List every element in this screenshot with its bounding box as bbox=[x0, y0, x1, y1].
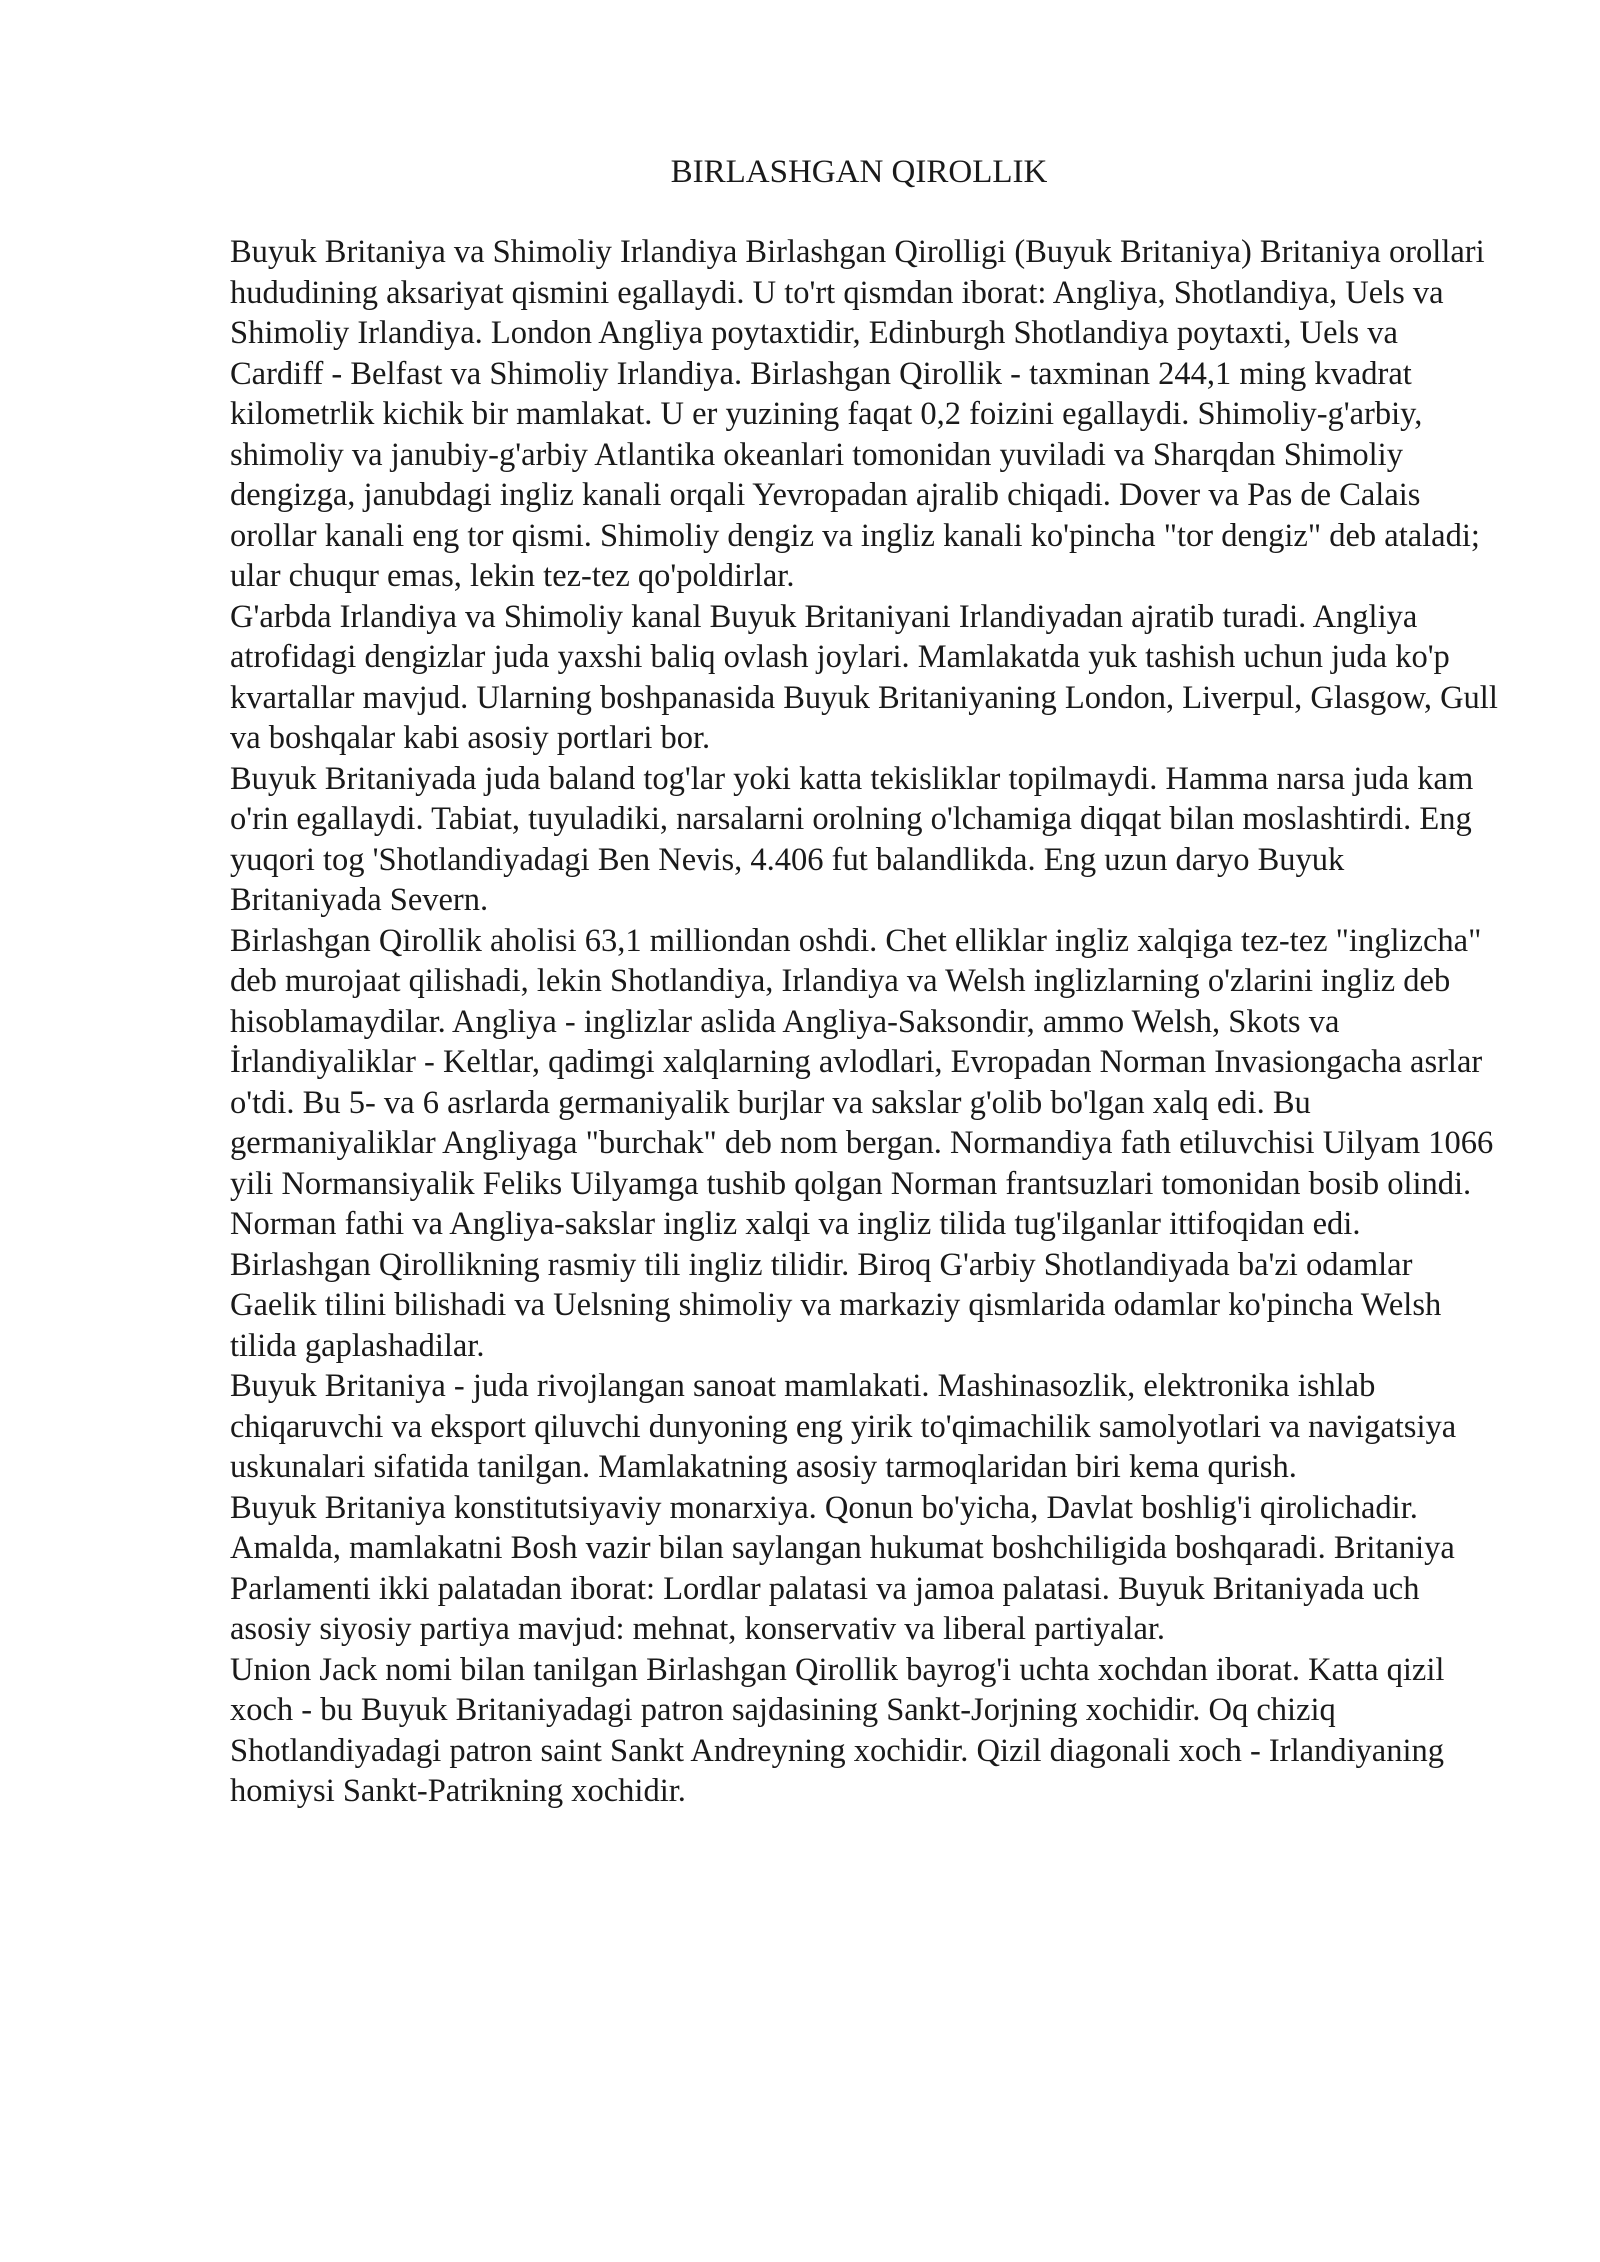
paragraph-government: Buyuk Britaniya konstitutsiyaviy monarxiya. Qonun bo'yicha, Davlat boshlig'i qirolichadir. Amalda, mamlakatni Bosh vazir bilan saylangan hukumat boshchiligida boshqaradi. Britaniya Parlamenti ikki palatadan iborat: Lordlar palatasi va jamoa palatasi. Buyuk Britaniyada uch asosiy siyosiy partiya mavjud: mehnat, konservativ va liberal partiyalar. bbox=[230, 1489, 1455, 1647]
paragraph-geography: Buyuk Britaniyada juda baland tog'lar yoki katta tekisliklar topilmaydi. Hamma narsa juda kam o'rin egallaydi. Tabiat, tuyuladiki, narsalarni orolning o'lchamiga diqqat bilan moslashtirdi. Eng yuqori tog 'Shotlandiyadagi Ben Nevis, 4.406 fut balandlikda. Eng uzun daryo Buyuk Britaniyada Severn. bbox=[230, 760, 1474, 918]
paragraph-ports: G'arbda Irlandiya va Shimoliy kanal Buyuk Britaniyani Irlandiyadan ajratib turadi. Angliya atrofidagi dengizlar juda yaxshi baliq ovlash joylari. Mamlakatda yuk tashish uchun juda ko'p kvartallar mavjud. Ularning boshpanasida Buyuk Britaniyaning London, Liverpul, Glasgow, Gull va boshqalar kabi asosiy portlari bor. bbox=[230, 598, 1498, 756]
paragraph-industry: Buyuk Britaniya - juda rivojlangan sanoat mamlakati. Mashinasozlik, elektronika ishlab chiqaruvchi va eksport qiluvchi dunyoning eng yirik to'qimachilik samolyotlari va navigatsiya uskunalari sifatida tanilgan. Mamlakatning asosiy tarmoqlaridan biri kema qurish. bbox=[230, 1368, 1457, 1485]
document-title: BIRLASHGAN QIROLLIK bbox=[670, 154, 1048, 190]
paragraph-overview: Buyuk Britaniya va Shimoliy Irlandiya Birlashgan Qirolligi (Buyuk Britaniya) Britaniya orollari hududining aksariyat qismini egallaydi. U to'rt qismdan iborat: Angliya, Shotlandiya, Uels va Shimoliy Irlandiya. London Angliya poytaxtidir, Edinburgh Shotlandiya poytaxti, Uels va Cardiff - Belfast va Shimoliy Irlandiya. Birlashgan Qirollik - taxminan 244,1 ming kvadrat kilometrlik kichik bir mamlakat. U er yuzining faqat 0,2 foizini egallaydi. Shimoliy-g'arbiy, shimoliy va janubiy-g'arbiy Atlantika okeanlari tomonidan yuviladi va Sharqdan Shimoliy dengizga, janubdagi ingliz kanali orqali Yevropadan ajralib chiqadi. Dover va Pas de Calais orollar kanali eng tor qismi. Shimoliy dengiz va ingliz kanali ko'pincha "tor dengiz" deb ataladi; ular chuqur emas, lekin tez-tez qo'poldirlar. bbox=[230, 234, 1485, 594]
paragraph-population: Birlashgan Qirollik aholisi 63,1 milliondan oshdi. Chet elliklar ingliz xalqiga tez-tez "inglizcha" deb murojaat qilishadi, lekin Shotlandiya, Irlandiya va Welsh inglizlarning o'zlarini ingliz deb hisoblamaydilar. Angliya - inglizlar aslida Angliya-Saksondir, ammo Welsh, Skots va İrlandiyaliklar - Keltlar, qadimgi xalqlarning avlodlari, Evropadan Norman Invasiongacha asrlar o'tdi. Bu 5- va 6 asrlarda germaniyalik burjlar va sakslar g'olib bo'lgan xalq edi. Bu germaniyaliklar Angliyaga "burchak" deb nom bergan. Normandiya fath etiluvchisi Uilyam 1066 yili Normansiyalik Feliks Uilyamga tushib qolgan Norman frantsuzlari tomonidan bosib olindi. Norman fathi va Angliya-sakslar ingliz xalqi va ingliz tilida tug'ilganlar ittifoqidan edi. bbox=[230, 922, 1494, 1242]
paragraph-flag: Union Jack nomi bilan tanilgan Birlashgan Qirollik bayrog'i uchta xochdan iborat. Katta qizil xoch - bu Buyuk Britaniyadagi patron sajdasining Sankt-Jorjning xochidir. Oq chiziq Shotlandiyadagi patron saint Sankt Andreyning xochidir. Qizil diagonali xoch - Irlandiyaning homiysi Sankt-Patrikning xochidir. bbox=[230, 1651, 1445, 1809]
paragraph-language: Birlashgan Qirollikning rasmiy tili ingliz tilidir. Biroq G'arbiy Shotlandiyada ba'zi odamlar Gaelik tilini bilishadi va Uelsning shimoliy va markaziy qismlarida odamlar ko'pincha Welsh tilida gaplashadilar. bbox=[230, 1246, 1442, 1364]
document-body bbox=[230, 232, 1498, 1812]
